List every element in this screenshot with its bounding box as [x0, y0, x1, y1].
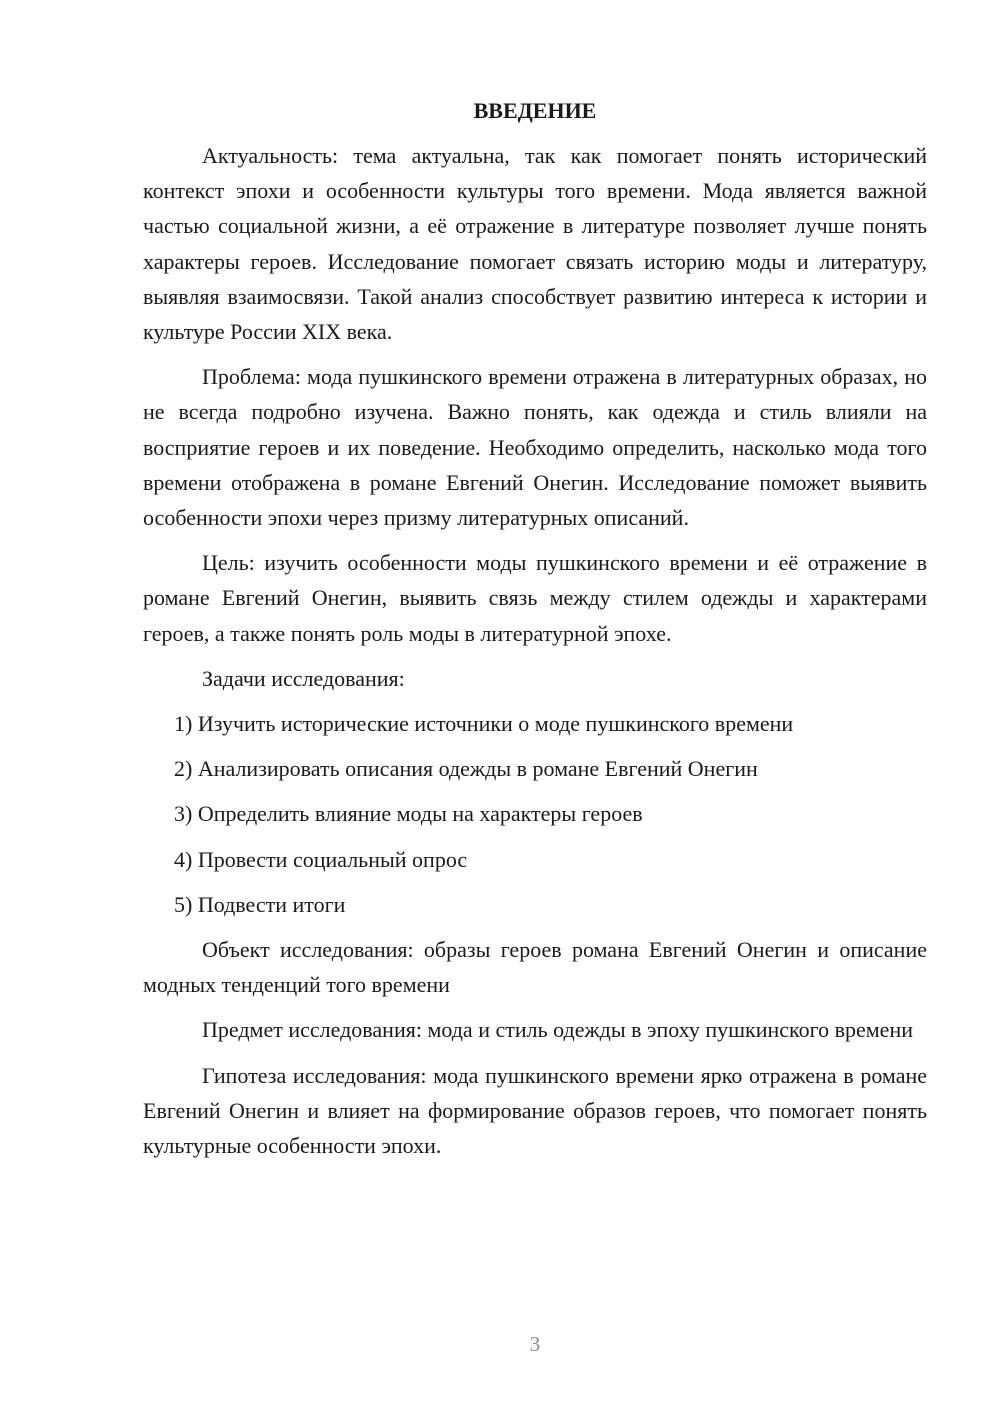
paragraph-hypothesis: Гипотеза исследования: мода пушкинского времени ярко отражена в романе Евгений Онегин и влияет на формирование образов героев, что помогает понять культурные особенности эпохи. [143, 1062, 927, 1159]
page-number: 3 [529, 1332, 541, 1356]
list-item: 1) Изучить исторические источники о моде пушкинского времени [174, 711, 794, 737]
page-content [143, 96, 927, 1173]
task-list [143, 706, 927, 922]
paragraph-subject: Предмет исследования: мода и стиль одежды в эпоху пушкинского времени [202, 1017, 913, 1043]
list-item: 5) Подвести итоги [174, 891, 346, 917]
list-item: 3) Определить влияние моды на характеры героев [174, 801, 643, 827]
paragraph-relevance: Актуальность: тема актуальна, так как помогает понять исторический контекст эпохи и особенности культуры того времени. Мода является важной частью социальной жизни, а её отражение в литературе позволяет лучше понять характеры героев. Исследование помогает связать историю моды и литературу, выявляя взаимосвязи. Такой анализ способствует развитию интереса к истории и культуре России XIX века. [143, 143, 927, 345]
paragraph-goal: Цель: изучить особенности моды пушкинского времени и её отражение в романе Евгений Онегин, выявить связь между стилем одежды и характерами героев, а также понять роль моды в литературной эпохе. [143, 550, 927, 646]
tasks-heading: Задачи исследования: [202, 665, 405, 691]
list-item: 2) Анализировать описания одежды в романе Евгений Онегин [174, 756, 758, 782]
list-item: 4) Провести социальный опрос [174, 846, 468, 872]
page-title: ВВЕДЕНИЕ [473, 98, 597, 123]
paragraph-problem: Проблема: мода пушкинского времени отражена в литературных образах, но не всегда подробно изучена. Важно понять, как одежда и стиль влияли на восприятие героев и их поведение. Необходимо определить, насколько мода того времени отображена в романе Евгений Онегин. Исследование поможет выявить особенности эпохи через призму литературных описаний. [143, 364, 927, 531]
paragraph-object: Объект исследования: образы героев романа Евгений Онегин и описание модных тенденций того времени [143, 937, 927, 998]
